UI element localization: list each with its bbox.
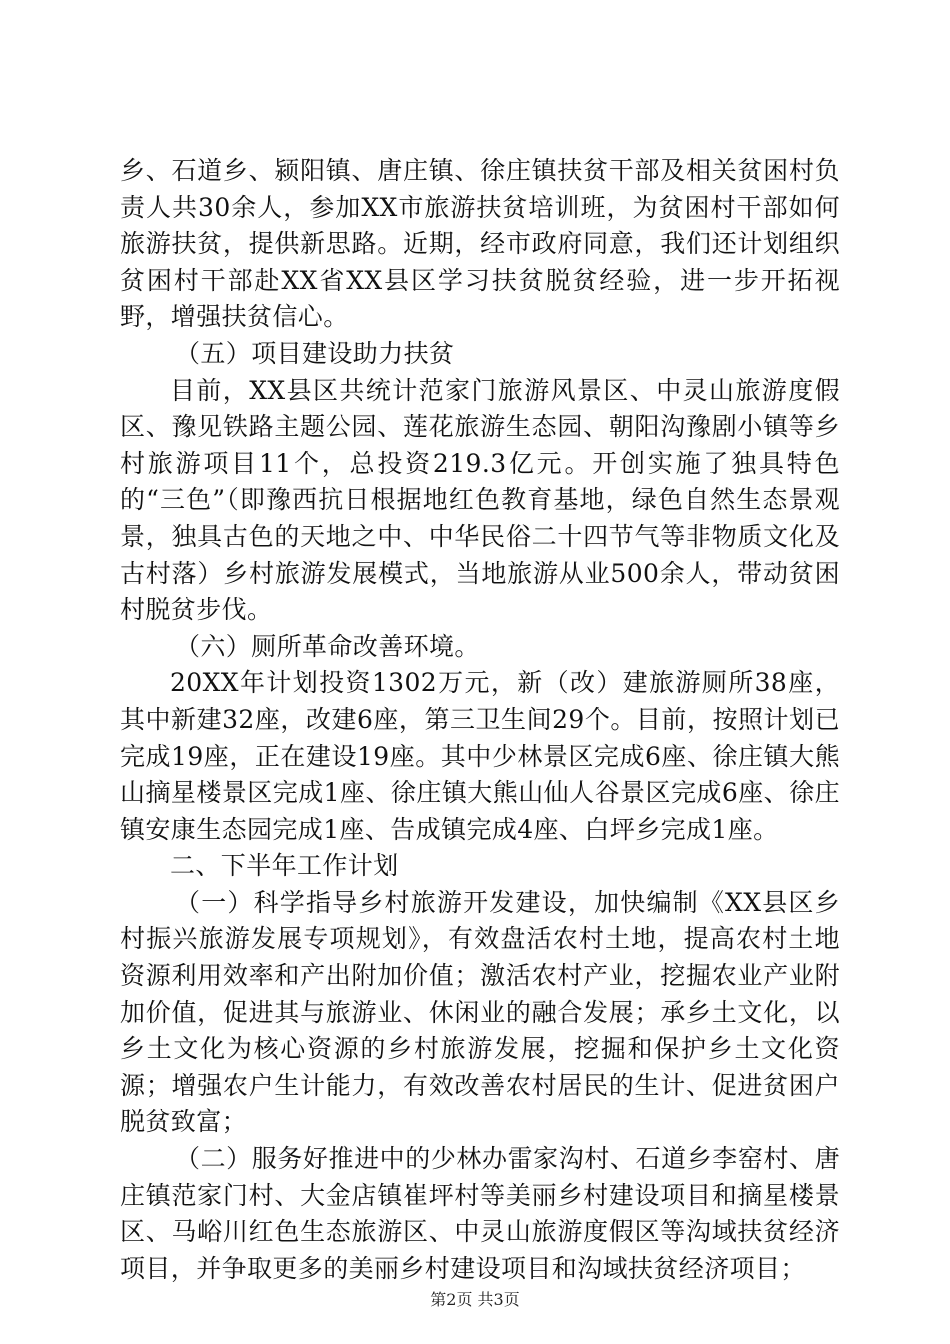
- heading-second-half-plan: 二、下半年工作计划: [170, 851, 399, 881]
- paragraph-project-construction: 目前，XX县区共统计范家门旅游风景区、中灵山旅游度假区、豫见铁路主题公园、莲花旅游生态园、朝阳沟豫剧小镇等乡村旅游项目11个，总投资219.3亿元。开创实施了独具特色的“三色”（即豫西抗日根据地红色教育基地，绿色自然生态景观景，独具古色的天地之中、中华民俗二十四节气等非物质文化及古村落）乡村旅游发展模式，当地旅游从业500余人，带动贫困村脱贫步伐。: [120, 375, 840, 625]
- paragraph-plan-item-one: （一）科学指导乡村旅游开发建设，加快编制《XX县区乡村振兴旅游发展专项规划》，有效盘活农村土地，提高农村土地资源利用效率和产出附加价值；激活农村产业，挖掘农业产业附加价值，促进其与旅游业、休闲业的融合发展；承乡土文化，以乡土文化为核心资源的乡村旅游发展，挖掘和保护乡土文化资源；增强农户生计能力，有效改善农村居民的生计、促进贫困户脱贫致富；: [120, 887, 840, 1137]
- paragraph-toilet-revolution: 20XX年计划投资1302万元，新（改）建旅游厕所38座，其中新建32座，改建6座，第三卫生间29个。目前，按照计划已完成19座，正在建设19座。其中少林景区完成6座、徐庄镇大熊山摘星楼景区完成1座、徐庄镇大熊山仙人谷景区完成6座、徐庄镇安康生态园完成1座、告成镇完成4座、白坪乡完成1座。: [120, 668, 840, 844]
- page-number-footer: 第2页 共3页: [430, 1290, 520, 1309]
- document-body: [120, 153, 840, 1287]
- paragraph-plan-item-two: （二）服务好推进中的少林办雷家沟村、石道乡李窑村、唐庄镇范家门村、大金店镇崔坪村等美丽乡村建设项目和摘星楼景区、马峪川红色生态旅游区、中灵山旅游度假区等沟域扶贫经济项目，并争取更多的美丽乡村建设项目和沟域扶贫经济项目；: [120, 1144, 840, 1283]
- heading-project-construction: （五）项目建设助力扶贫: [175, 338, 455, 368]
- heading-toilet-revolution: （六）厕所革命改善环境。: [175, 631, 480, 661]
- paragraph-training-continuation: 乡、石道乡、颍阳镇、唐庄镇、徐庄镇扶贫干部及相关贫困村负责人共30余人，参加XX市旅游扶贫培训班，为贫困村干部如何旅游扶贫，提供新思路。近期，经市政府同意，我们还计划组织贫困村干部赴XX省XX县区学习扶贫脱贫经验，进一步开拓视野，增强扶贫信心。: [120, 156, 840, 332]
